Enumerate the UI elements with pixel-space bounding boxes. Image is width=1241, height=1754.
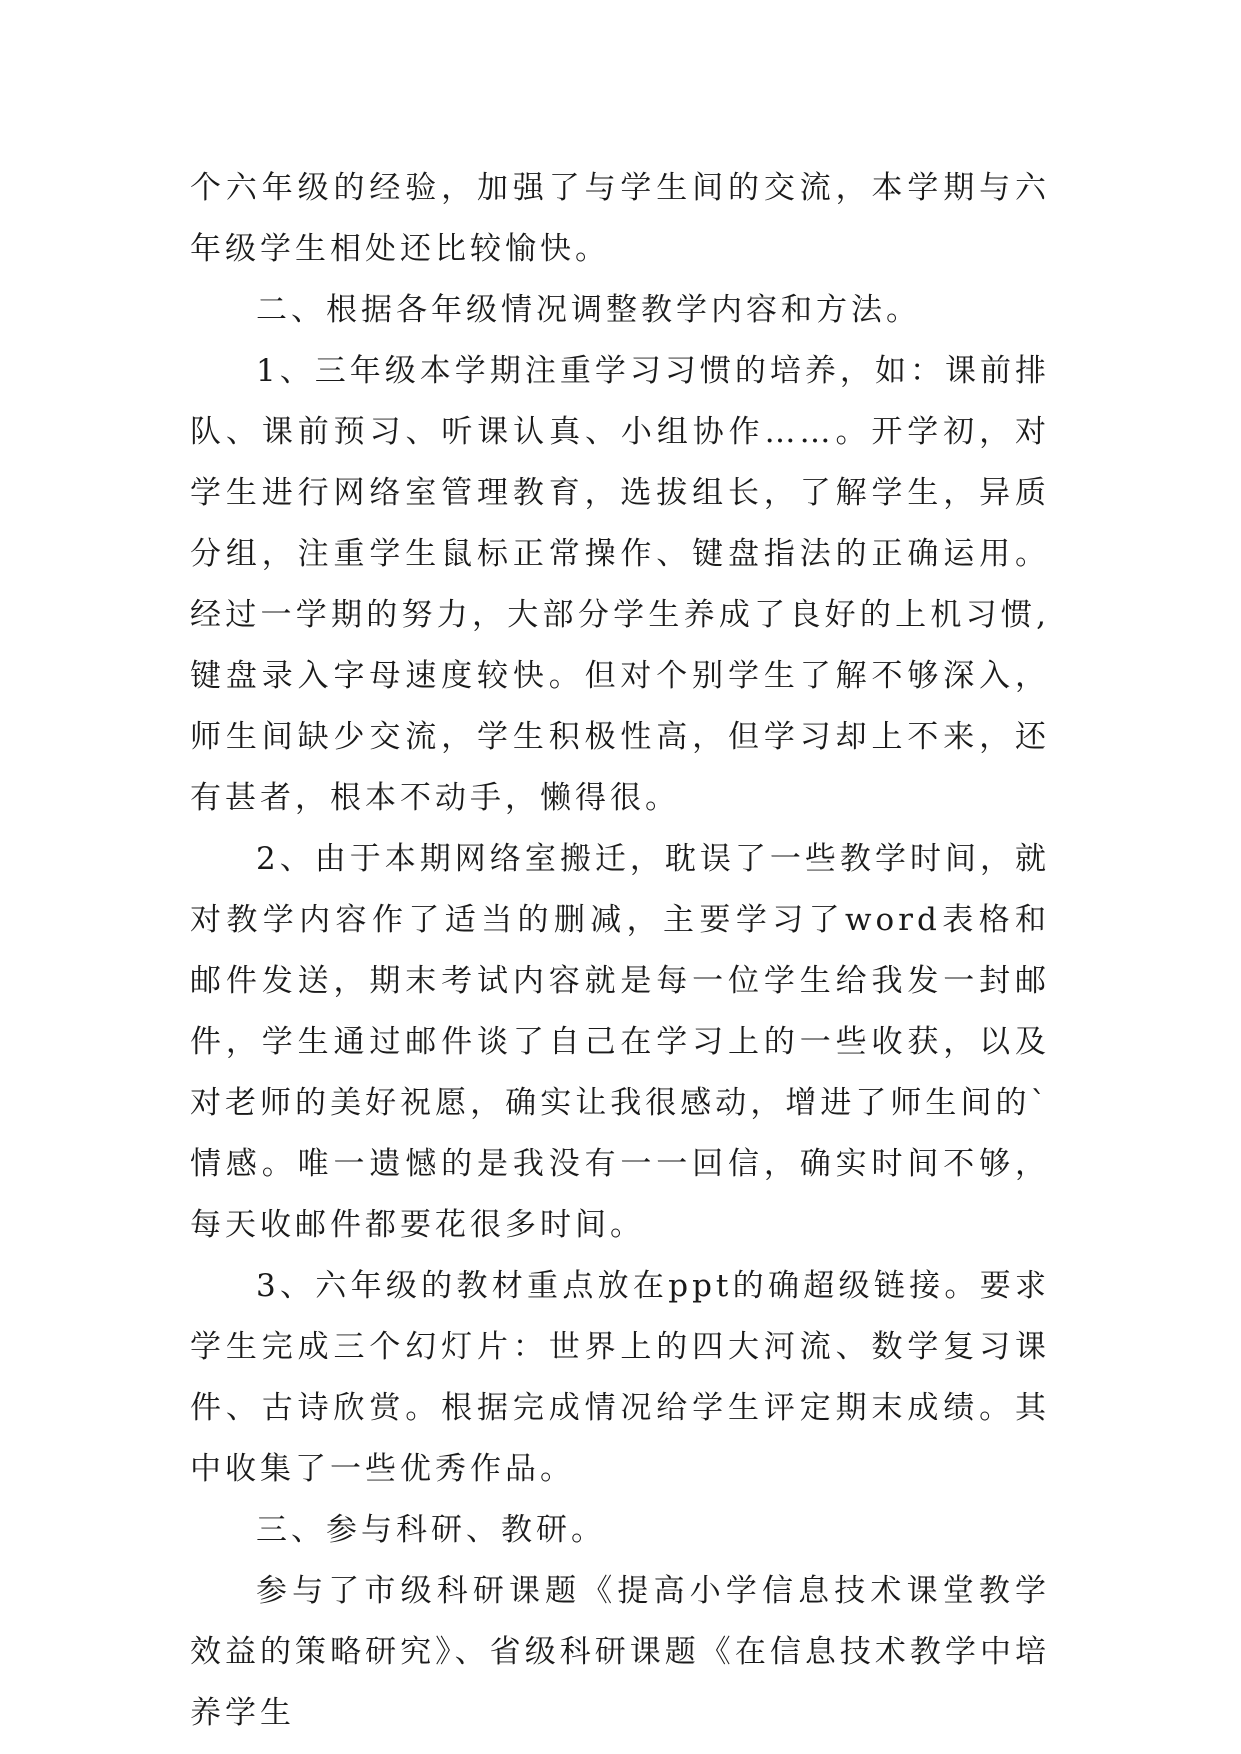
paragraph-grade-six: 3、六年级的教材重点放在ppt的确超级链接。要求学生完成三个幻灯片：世界上的四大河流、数学复习课件、古诗欣赏。根据完成情况给学生评定期末成绩。其中收集了一些优秀作品。 — [190, 1268, 1050, 1487]
section-heading-two: 二、根据各年级情况调整教学内容和方法。 — [256, 292, 921, 328]
document-body — [190, 158, 1050, 1744]
paragraph-research: 参与了市级科研课题《提高小学信息技术课堂教学效益的策略研究》、省级科研课题《在信息技术教学中培养学生 — [190, 1573, 1050, 1731]
paragraph-network-room: 2、由于本期网络室搬迁，耽误了一些教学时间，就对教学内容作了适当的删减，主要学习了word表格和邮件发送，期末考试内容就是每一位学生给我发一封邮件，学生通过邮件谈了自己在学习上的一些收获，以及对老师的美好祝愿，确实让我很感动，增进了师生间的`情感。唯一遗憾的是我没有一一回信，确实时间不够，每天收邮件都要花很多时间。 — [190, 841, 1050, 1243]
section-heading-three: 三、参与科研、教研。 — [256, 1512, 606, 1548]
paragraph-continuation: 个六年级的经验，加强了与学生间的交流，本学期与六年级学生相处还比较愉快。 — [190, 170, 1050, 267]
paragraph-grade-three: 1、三年级本学期注重学习习惯的培养，如：课前排队、课前预习、听课认真、小组协作……。开学初，对学生进行网络室管理教育，选拔组长，了解学生，异质分组，注重学生鼠标正常操作、键盘指法的正确运用。经过一学期的努力，大部分学生养成了良好的上机习惯,键盘录入字母速度较快。但对个别学生了解不够深入，师生间缺少交流，学生积极性高，但学习却上不来，还有甚者，根本不动手，懒得很。 — [190, 353, 1050, 816]
